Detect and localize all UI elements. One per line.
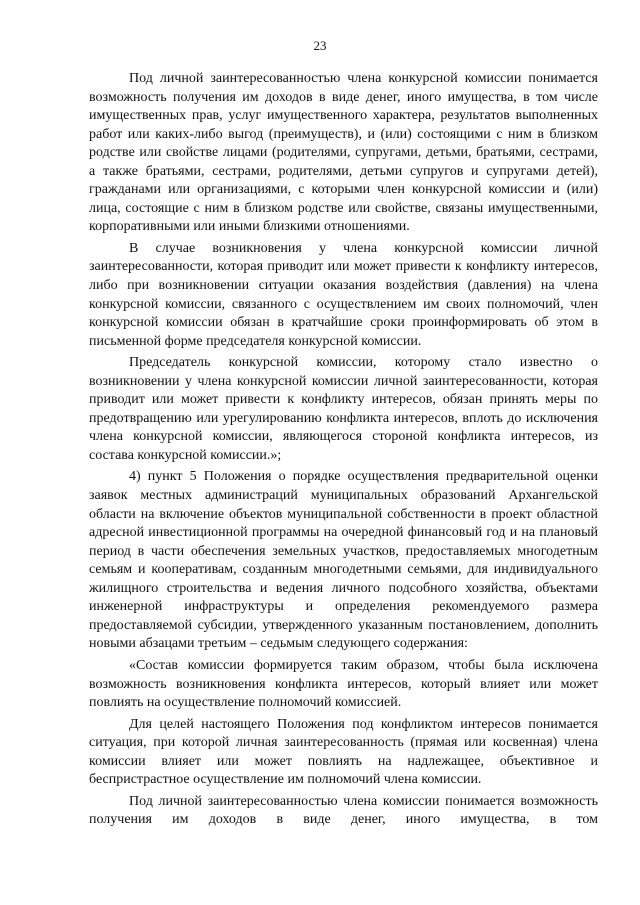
document-body xyxy=(89,70,598,833)
paragraph-personal-interest-definition: Под личной заинтересованностью члена конкурсной комиссии понимается возможность получения им доходов в виде денег, иного имущества, в том числе имущественных прав, услуг имущественного характера, результатов выполненных работ или каких-либо выгод (преимуществ), и (или) состоящими с ним в близком родстве или свойстве лицами (родителями, супругами, детьми, братьями, сестрами, а также братьями, сестрами, родителями, детьми супругов и супругами детей), гражданами или организациями, с которыми член конкурсной комиссии и (или) лица, состоящие с ним в близком родстве или свойстве, связаны имущественными, корпоративными или иными близкими отношениями. xyxy=(89,71,598,235)
paragraph-conflict-notification: В случае возникновения у члена конкурсной комиссии личной заинтересованности, которая приводит или может привести к конфликту интересов, либо при возникновении ситуации оказания воздействия (давления) на члена конкурсной комиссии, связанного с осуществлением им своих полномочий, член конкурсной комиссии обязан в кратчайшие сроки проинформировать об этом в письменной форме председателя конкурсной комиссии. xyxy=(89,240,598,349)
paragraph-commission-composition: «Состав комиссии формируется таким образом, чтобы была исключена возможность возникновения конфликта интересов, который влияет или может повлиять на осуществление полномочий комиссией. xyxy=(89,657,598,711)
paragraph-conflict-definition: Для целей настоящего Положения под конфликтом интересов понимается ситуация, при которой личная заинтересованность (прямая или косвенная) члена комиссии влияет или может повлиять на надлежащее, объективное и беспристрастное осуществление им полномочий члена комиссии. xyxy=(89,716,598,788)
page-number: 23 xyxy=(313,38,327,53)
paragraph-personal-interest-commission: Под личной заинтересованностью члена комиссии понимается возможность получения им доходов в виде денег, иного имущества, в том xyxy=(89,793,598,828)
paragraph-amendment-item-4: 4) пункт 5 Положения о порядке осуществления предварительной оценки заявок местных администраций муниципальных образований Архангельской области на включение объектов муниципальной собственности в проект областной адресной инвестиционной программы на очередной финансовый год и на плановый период в части обеспечения земельных участков, предоставляемых многодетным семьям и кооперативам, созданным многодетными семьями, для индивидуального жилищного строительства и ведения личного подсобного хозяйства, объектами инженерной инфраструктуры и определения рекомендуемого размера предоставляемой субсидии, утвержденного указанным постановлением, дополнить новыми абзацами третьим – седьмым следующего содержания: xyxy=(89,469,598,652)
paragraph-chairman-measures: Председатель конкурсной комиссии, которому стало известно о возникновении у члена конкурсной комиссии личной заинтересованности, которая приводит или может привести к конфликту интересов, обязан принять меры по предотвращению или урегулированию конфликта интересов, вплоть до исключения члена конкурсной комиссии, являющегося стороной конфликта интересов, из состава конкурсной комиссии.»; xyxy=(89,355,598,463)
